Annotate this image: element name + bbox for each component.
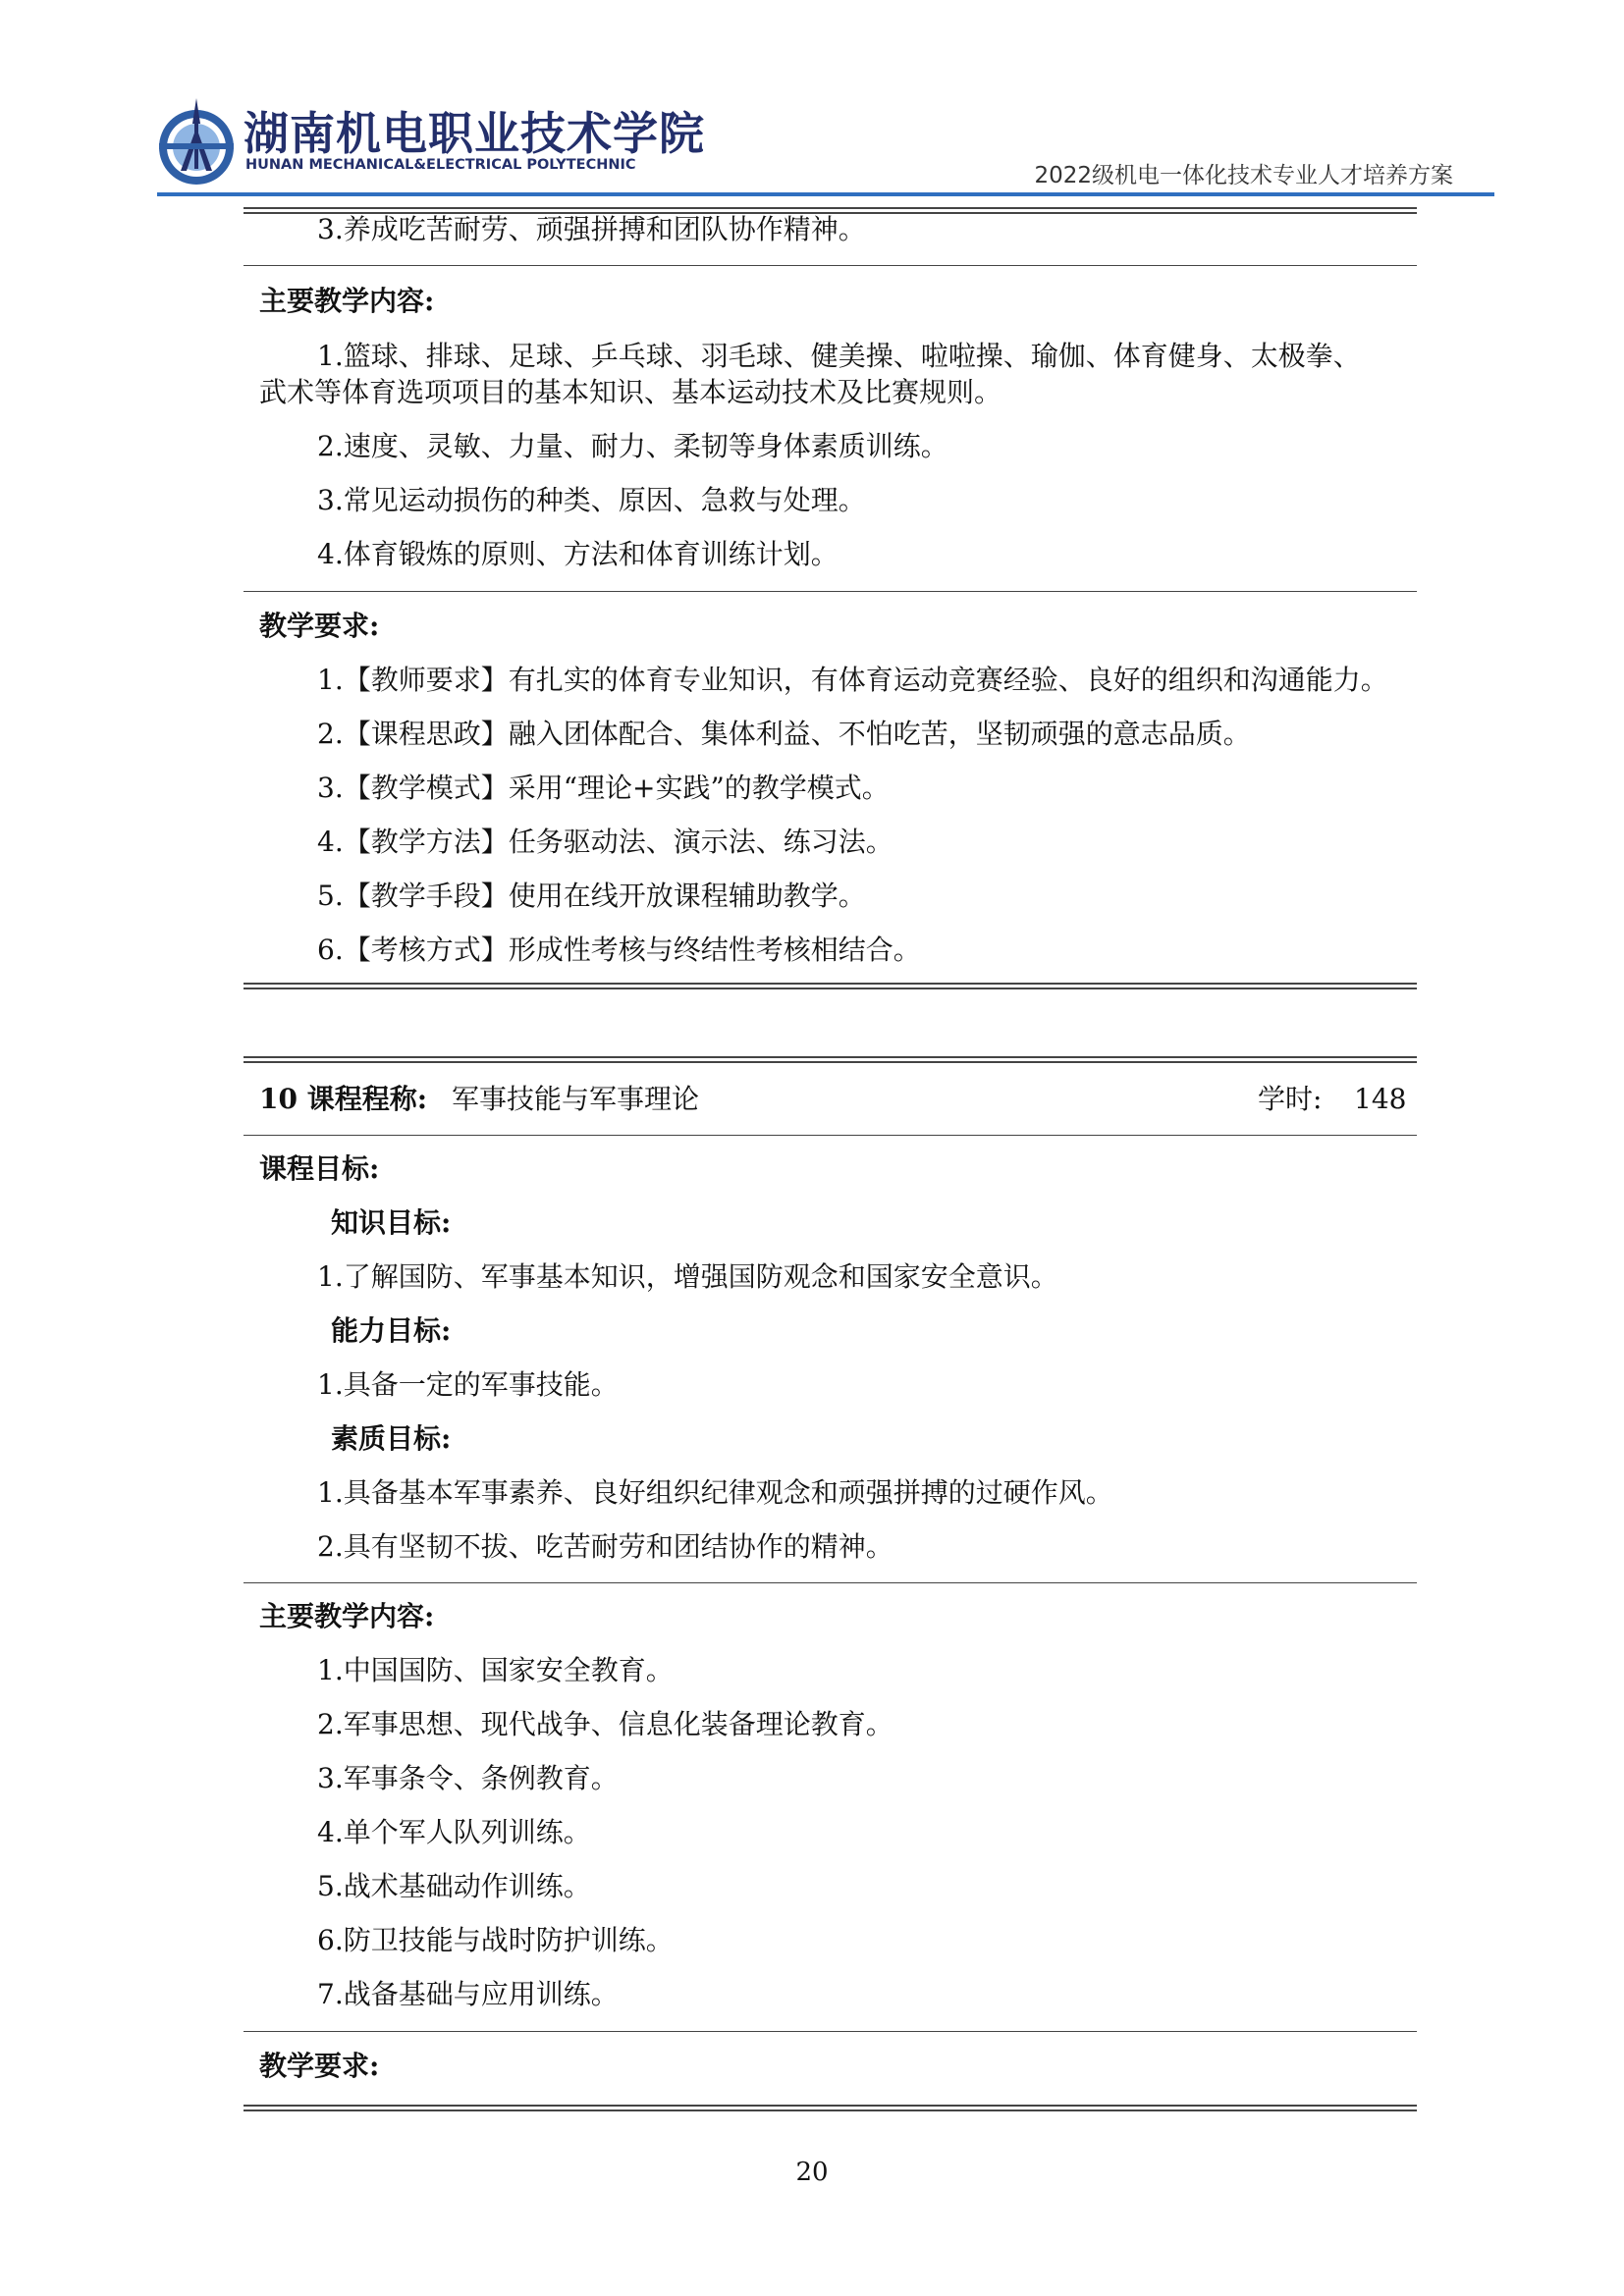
requirement-line: 2.【课程思政】融入团体配合、集体利益、不怕吃苦，坚韧顽强的意志品质。 <box>317 718 1251 750</box>
requirement-line: 1.【教师要求】有扎实的体育专业知识，有体育运动竞赛经验、良好的组织和沟通能力。 <box>317 664 1388 696</box>
school-name-cn: 湖南机电职业技术学院 <box>244 107 705 160</box>
requirements-heading: 教学要求: <box>259 2050 380 2082</box>
hours-value: 148 <box>1354 1083 1407 1115</box>
school-logo <box>151 94 705 188</box>
hours-label: 学时: <box>1258 1083 1323 1115</box>
goal-line: 2.具有坚韧不拔、吃苦耐劳和团结协作的精神。 <box>317 1530 893 1563</box>
row-divider <box>244 1135 1417 1136</box>
content-line: 1.篮球、排球、足球、乒乓球、羽毛球、健美操、啦啦操、瑜伽、体育健身、太极拳、 <box>317 340 1361 372</box>
quality-goal-heading: 素质目标: <box>331 1422 452 1455</box>
content-line: 1.中国国防、国家安全教育。 <box>317 1654 674 1686</box>
content-line: 6.防卫技能与战时防护训练。 <box>317 1924 674 1956</box>
row-divider <box>244 591 1417 592</box>
goal-line: 1.具备一定的军事技能。 <box>317 1368 619 1401</box>
content-line: 4.体育锻炼的原则、方法和体育训练计划。 <box>317 538 839 570</box>
content-line: 2.速度、灵敏、力量、耐力、柔韧等身体素质训练。 <box>317 430 948 462</box>
header-rule <box>157 192 1494 196</box>
row-divider <box>244 2031 1417 2032</box>
content-line: 4.单个军人队列训练。 <box>317 1816 591 1848</box>
goal-line: 1.了解国防、军事基本知识，增强国防观念和国家安全意识。 <box>317 1260 1058 1293</box>
school-emblem-icon <box>151 94 244 188</box>
page-number: 20 <box>795 2158 829 2187</box>
school-name-en: HUNAN MECHANICAL&ELECTRICAL POLYTECHNIC <box>245 157 636 173</box>
content-heading: 主要教学内容: <box>259 285 435 317</box>
row-divider <box>244 1582 1417 1583</box>
ability-goal-heading: 能力目标: <box>331 1314 452 1347</box>
course-label: 10 课程程称: <box>259 1083 428 1115</box>
requirement-line: 5.【教学手段】使用在线开放课程辅助教学。 <box>317 880 866 912</box>
knowledge-goal-heading: 知识目标: <box>331 1206 452 1239</box>
document-title: 2022级机电一体化技术专业人才培养方案 <box>1034 163 1453 188</box>
requirement-line: 3.【教学模式】采用“理论+实践”的教学模式。 <box>317 772 890 804</box>
course-name: 军事技能与军事理论 <box>452 1083 700 1115</box>
content-line: 3.军事条令、条例教育。 <box>317 1762 619 1794</box>
content-line: 7.战备基础与应用训练。 <box>317 1978 619 2010</box>
content-heading: 主要教学内容: <box>259 1600 435 1632</box>
table-top-rule <box>244 1056 1417 1063</box>
goal-line: 1.具备基本军事素养、良好组织纪律观念和顽强拼搏的过硬作风。 <box>317 1476 1113 1509</box>
requirement-line: 6.【考核方式】形成性考核与终结性考核相结合。 <box>317 934 921 966</box>
table-bottom-rule <box>244 983 1417 989</box>
table-bottom-rule <box>244 2105 1417 2111</box>
content-line: 5.战术基础动作训练。 <box>317 1870 591 1902</box>
goal-line: 3.养成吃苦耐劳、顽强拼搏和团队协作精神。 <box>317 213 866 245</box>
content-line: 武术等体育选项项目的基本知识、基本运动技术及比赛规则。 <box>259 376 1002 408</box>
content-line: 2.军事思想、现代战争、信息化装备理论教育。 <box>317 1708 893 1740</box>
requirement-line: 4.【教学方法】任务驱动法、演示法、练习法。 <box>317 826 893 858</box>
requirements-heading: 教学要求: <box>259 610 380 642</box>
row-divider <box>244 265 1417 266</box>
content-line: 3.常见运动损伤的种类、原因、急救与处理。 <box>317 484 866 516</box>
goals-heading: 课程目标: <box>259 1152 380 1185</box>
